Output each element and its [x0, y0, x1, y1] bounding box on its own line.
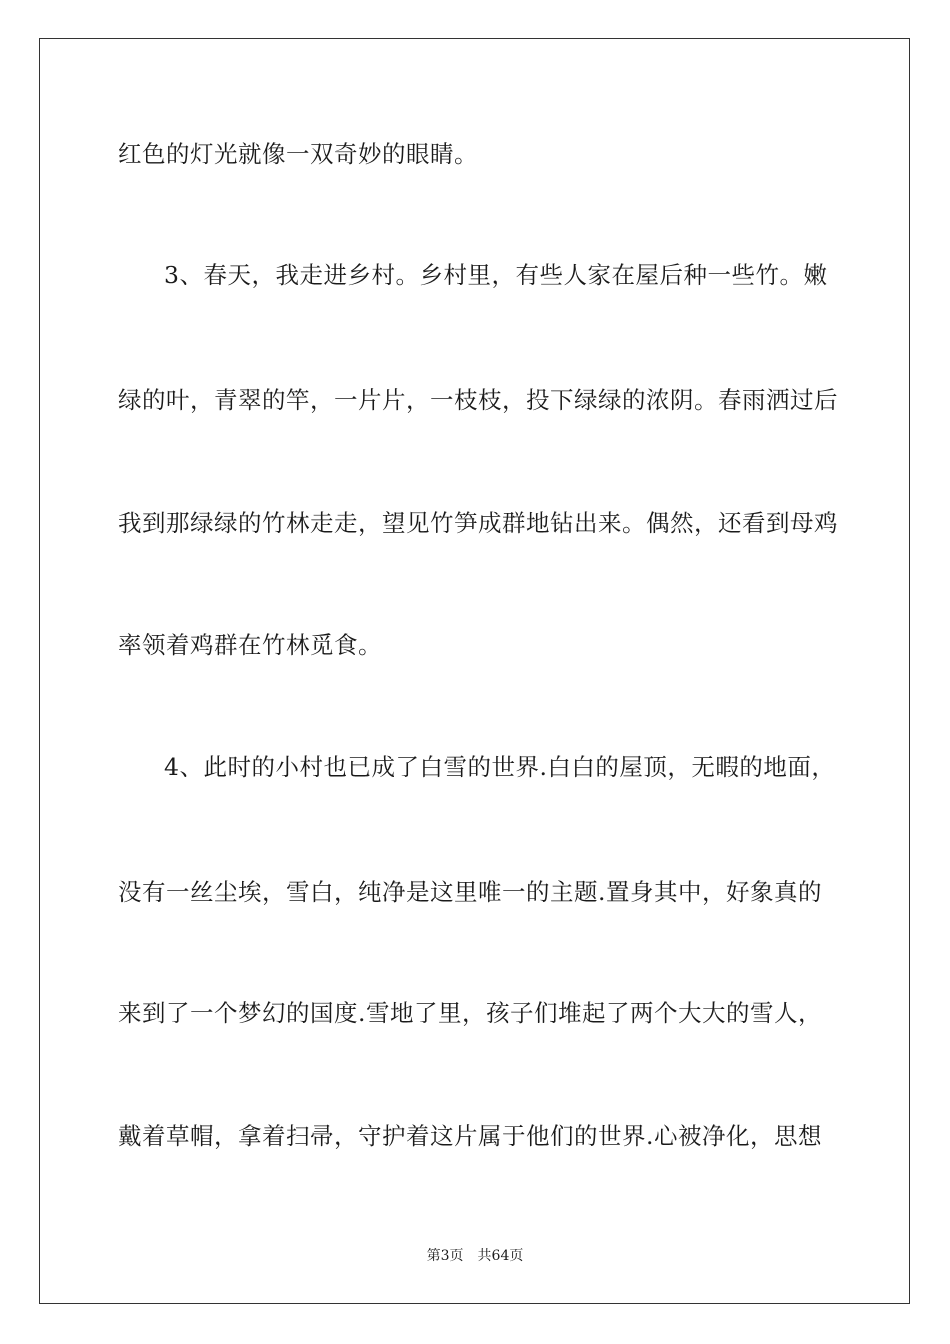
page-border [39, 38, 910, 1304]
text-line: 我到那绿绿的竹林走走，望见竹笋成群地钻出来。偶然，还看到母鸡 [118, 509, 838, 537]
text-line: 戴着草帽，拿着扫帚，守护着这片属于他们的世界.心被净化，思想 [118, 1122, 822, 1150]
page-total: 共64页 [477, 1248, 524, 1264]
page-footer [0, 1246, 950, 1266]
paragraph-4-first-line: 4、此时的小村也已成了白雪的世界.白白的屋顶，无暇的地面， [164, 753, 836, 781]
text-line: 绿的叶，青翠的竿，一片片，一枝枝，投下绿绿的浓阴。春雨洒过后 [118, 386, 838, 414]
paragraph-3-first-line: 3、春天，我走进乡村。乡村里，有些人家在屋后种一些竹。嫩 [164, 261, 828, 289]
text-line: 红色的灯光就像一双奇妙的眼睛。 [118, 140, 478, 168]
page-number: 第3页 [426, 1248, 464, 1264]
text-line: 来到了一个梦幻的国度.雪地了里，孩子们堆起了两个大大的雪人， [118, 999, 822, 1027]
text-line: 率领着鸡群在竹林觅食。 [118, 631, 382, 659]
text-line: 没有一丝尘埃，雪白，纯净是这里唯一的主题.置身其中，好象真的 [118, 878, 822, 906]
